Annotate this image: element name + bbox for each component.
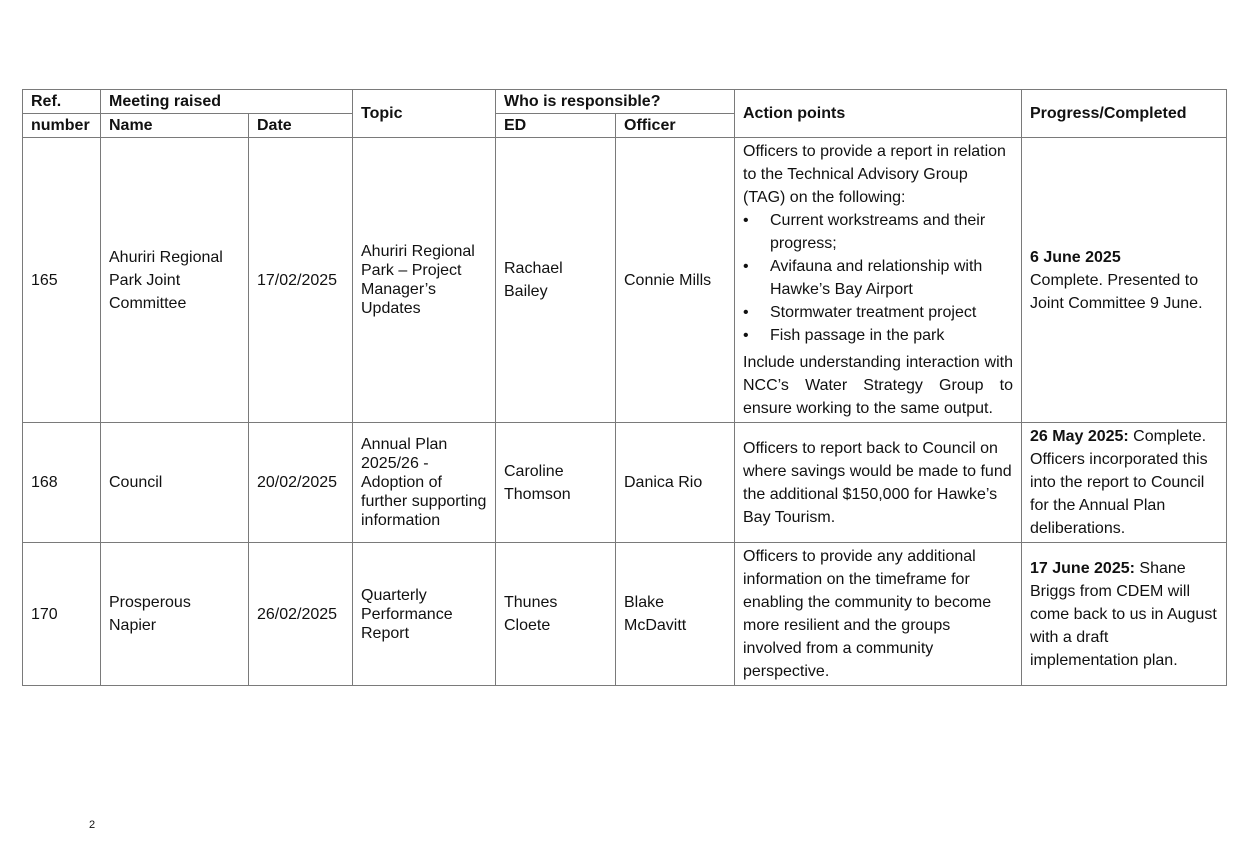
meeting-raised-header: Meeting raised [101,90,353,114]
ed-cell: Thunes Cloete [496,543,616,686]
progress-date: 17 June 2025: [1030,559,1135,577]
topic-cell: Quarterly Performance Report [353,543,496,686]
ed-cell: Rachael Bailey [496,138,616,423]
progress-cell [1022,138,1227,423]
meeting-date-cell: 17/02/2025 [249,138,353,423]
list-item: • Avifauna and relationship with Hawke’s Bay Airport [743,255,1013,301]
action-points-cell [735,138,1022,423]
page-number: 2 [89,819,96,831]
progress-text: Complete. Officers incorporated this into the report to Council for the Annual Plan deliberations. [1030,428,1208,537]
table-row [23,138,1227,423]
name-header: Name [101,114,249,138]
ref-header-line1: Ref. [23,90,101,114]
officer-cell: Blake McDavitt [616,543,735,686]
meeting-date-cell: 20/02/2025 [249,423,353,543]
progress-date: 26 May 2025: [1030,428,1129,445]
meeting-name-cell: Council [101,423,249,543]
ref-header-line2: number [23,114,101,138]
action-points-cell: Officers to report back to Council on where savings would be made to fund the additional $150,000 for Hawke’s Bay Tourism. [735,423,1022,543]
topic-cell: Annual Plan 2025/26 - Adoption of further supporting information [353,423,496,543]
ed-header: ED [496,114,616,138]
action-outro: Include understanding interaction with NCC’s Water Strategy Group to ensure working to the same output. [743,354,1013,417]
action-bullet-list [743,209,1013,347]
action-points-table [22,89,1227,686]
progress-cell [1022,423,1227,543]
meeting-name-cell: Prosperous Napier [101,543,249,686]
list-item: • Current workstreams and their progress; [743,209,1013,255]
ref-cell: 168 [23,423,101,543]
officer-header: Officer [616,114,735,138]
action-intro: Officers to provide a report in relation to the Technical Advisory Group (TAG) on the following: [743,143,1006,206]
header-row-1 [23,90,1227,114]
progress-header: Progress/Completed [1022,90,1227,138]
date-header: Date [249,114,353,138]
who-responsible-header: Who is responsible? [496,90,735,114]
meeting-name-cell: Ahuriri Regional Park Joint Committee [101,138,249,423]
progress-cell [1022,543,1227,686]
topic-header: Topic [353,90,496,138]
progress-text: Complete. Presented to Joint Committee 9 June. [1030,271,1203,312]
meeting-date-cell: 26/02/2025 [249,543,353,686]
progress-text: Shane Briggs from CDEM will come back to us in August with a draft implementation plan. [1030,559,1217,669]
table-row [23,543,1227,686]
progress-date: 6 June 2025 [1030,248,1121,266]
table-row [23,423,1227,543]
ref-cell: 165 [23,138,101,423]
action-points-cell: Officers to provide any additional information on the timeframe for enabling the community to become more resilient and the groups involved from a community perspective. [735,543,1022,686]
ed-cell: Caroline Thomson [496,423,616,543]
ref-cell: 170 [23,543,101,686]
officer-cell: Danica Rio [616,423,735,543]
list-item: • Fish passage in the park [743,324,1013,347]
action-points-header: Action points [735,90,1022,138]
officer-cell: Connie Mills [616,138,735,423]
topic-cell: Ahuriri Regional Park – Project Manager’s Updates [353,138,496,423]
list-item: • Stormwater treatment project [743,301,1013,324]
